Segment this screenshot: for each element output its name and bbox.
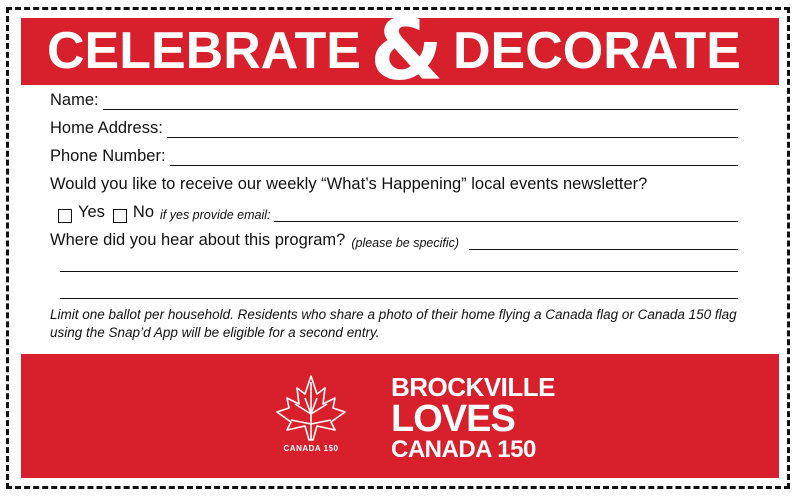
name-field[interactable] — [103, 93, 738, 110]
newsletter-row — [50, 172, 738, 194]
yes-checkbox[interactable] — [58, 209, 72, 223]
maple-leaf-icon — [275, 374, 347, 454]
email-hint: if yes provide email: — [160, 208, 271, 222]
no-label: No — [132, 203, 155, 221]
title-banner — [21, 1, 779, 99]
hear-field-line-2[interactable] — [60, 271, 738, 272]
page-title — [21, 1, 779, 99]
hear-field[interactable] — [469, 233, 738, 250]
address-field[interactable] — [167, 121, 738, 138]
hear-row — [50, 228, 738, 250]
no-checkbox[interactable] — [113, 209, 127, 223]
phone-label: Phone Number: — [50, 147, 166, 165]
email-field[interactable] — [274, 205, 738, 222]
title-ampersand: & — [370, 1, 444, 99]
loves-text: LOVES — [391, 398, 515, 440]
brockville-text: BROCKVILLE — [391, 372, 555, 402]
yes-no-row — [50, 200, 738, 222]
yes-label: Yes — [78, 203, 105, 221]
name-row — [50, 88, 738, 110]
canada-150-text: CANADA 150 — [391, 436, 536, 463]
phone-field[interactable] — [170, 149, 738, 166]
newsletter-question: Would you like to receive our weekly “What’s Happening” local events newsletter? — [50, 175, 648, 193]
canada-150-logo-text: CANADA 150 — [283, 444, 339, 453]
footer-banner — [21, 354, 779, 478]
title-word-decorate: DECORATE — [453, 22, 741, 80]
title-word-celebrate: CELEBRATE — [47, 22, 361, 80]
phone-row — [50, 144, 738, 166]
hear-field-line-3[interactable] — [60, 298, 738, 299]
name-label: Name: — [50, 91, 99, 109]
limit-note: Limit one ballot per household. Residents who share a photo of their home flying a Canada flag or Canada 150 flag using the Snap’d App will be eligible for a second entry. — [50, 307, 737, 340]
hear-question: Where did you hear about this program? — [50, 231, 346, 249]
address-row — [50, 116, 738, 138]
hear-hint: (please be specific) — [351, 236, 460, 250]
address-label: Home Address: — [50, 119, 163, 137]
